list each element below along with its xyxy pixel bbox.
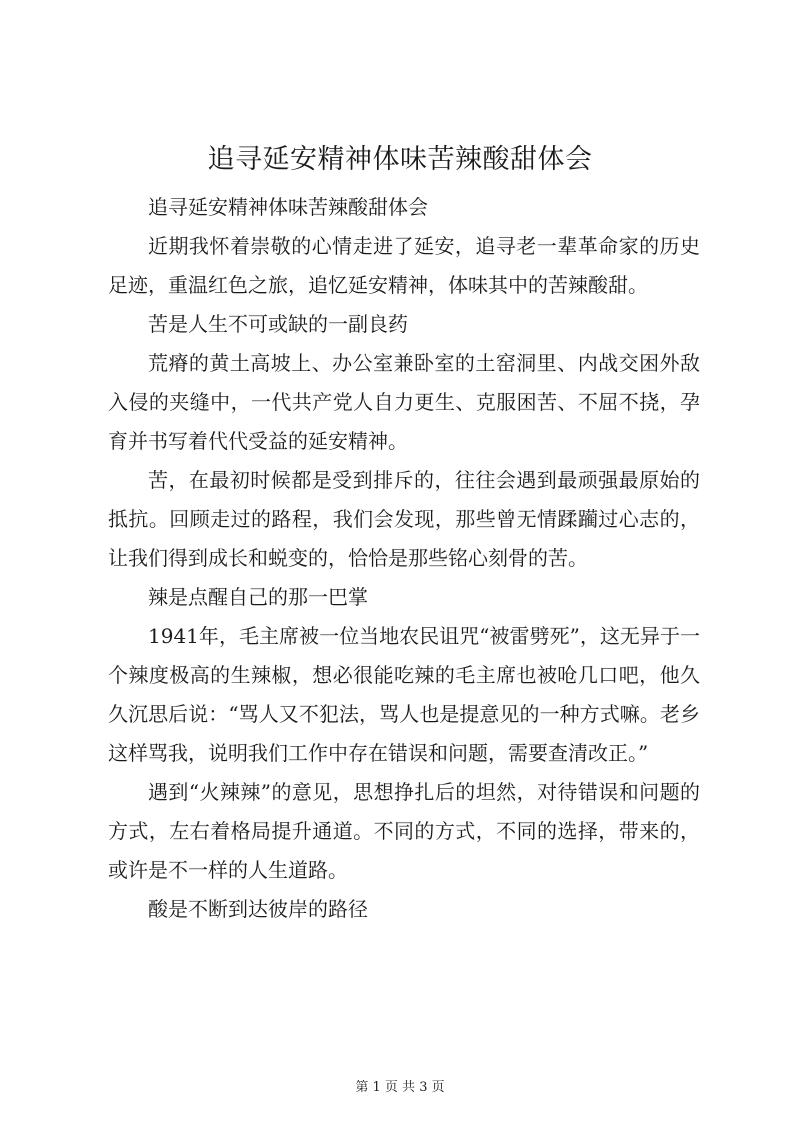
paragraph: 荒瘠的黄土高坡上、办公室兼卧室的土窑洞里、内战交困外敌入侵的夹缝中，一代共产党人自力更生、克服困苦、不屈不挠，孕育并书写着代代受益的延安精神。	[108, 351, 700, 453]
paragraph-intro: 近期我怀着崇敬的心情走进了延安，追寻老一辈革命家的历史足迹，重温红色之旅，追忆延安精神，体味其中的苦辣酸甜。	[108, 234, 700, 297]
page-footer: 第 1 页 共 3 页	[355, 1080, 445, 1095]
section-heading-sour: 酸是不断到达彼岸的路径	[148, 897, 368, 921]
document-title: 追寻延安精神体味苦辣酸甜体会	[207, 144, 593, 175]
paragraph: 遇到“火辣辣”的意见，思想挣扎后的坦然，对待错误和问题的方式，左右着格局提升通道。不同的方式，不同的选择，带来的，或许是不一样的人生道路。	[108, 780, 700, 882]
section-heading-bitter: 苦是人生不可或缺的一副良药	[148, 312, 408, 336]
document-body	[108, 188, 700, 929]
paragraph-subtitle: 追寻延安精神体味苦辣酸甜体会	[148, 195, 428, 219]
paragraph: 1941年，毛主席被一位当地农民诅咒“被雷劈死”，这无异于一个辣度极高的生辣椒，想必很能吃辣的毛主席也被呛几口吧，他久久沉思后说：“骂人又不犯法，骂人也是提意见的一种方式嘛。老乡这样骂我，说明我们工作中存在错误和问题，需要查清改正。”	[108, 624, 700, 765]
section-heading-spicy: 辣是点醒自己的那一巴掌	[148, 585, 368, 609]
paragraph: 苦，在最初时候都是受到排斥的，往往会遇到最顽强最原始的抵抗。回顾走过的路程，我们会发现，那些曾无情蹂躏过心志的，让我们得到成长和蜕变的，恰恰是那些铭心刻骨的苦。	[108, 468, 700, 570]
